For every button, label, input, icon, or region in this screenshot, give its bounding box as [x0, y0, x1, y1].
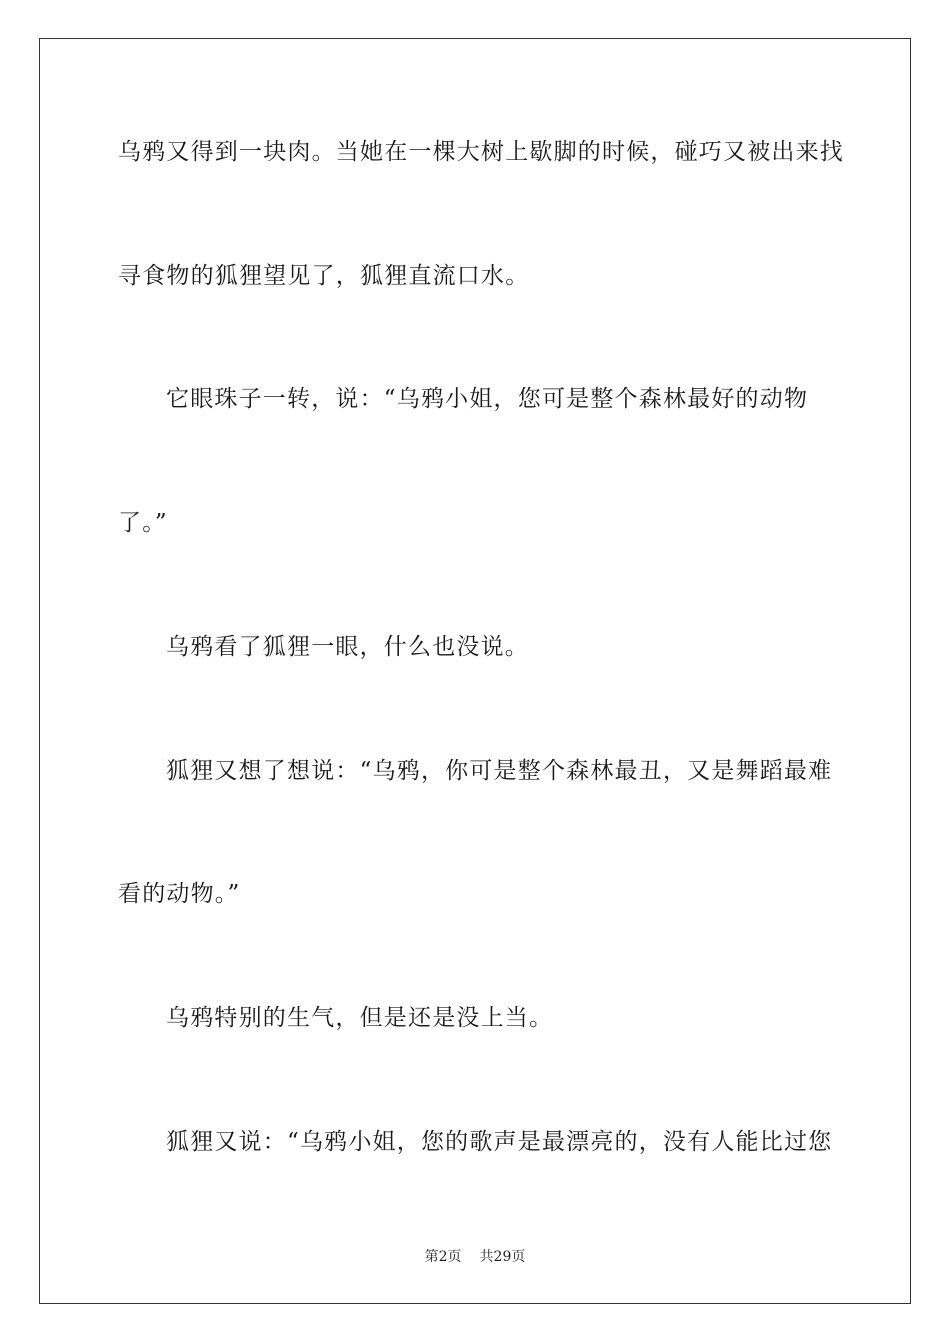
- text-line: 乌鸦看了狐狸一眼，什么也没说。: [166, 634, 529, 660]
- text-line: 寻食物的狐狸望见了，狐狸直流口水。: [118, 263, 530, 289]
- text-line: 狐狸又想了想说：“乌鸦，你可是整个森林最丑，又是舞蹈最难: [166, 758, 833, 784]
- text-line: 它眼珠子一转，说：“乌鸦小姐，您可是整个森林最好的动物: [166, 386, 809, 412]
- page-border: [39, 38, 911, 1304]
- page-number: 第2页: [424, 1249, 462, 1265]
- text-line: 看的动物。”: [118, 881, 241, 907]
- text-line: 乌鸦特别的生气，但是还是没上当。: [166, 1005, 554, 1031]
- text-line: 了。”: [118, 510, 168, 536]
- text-line: 狐狸又说：“乌鸦小姐，您的歌声是最漂亮的，没有人能比过您: [166, 1129, 833, 1155]
- page-footer: [0, 1247, 950, 1267]
- text-line: 乌鸦又得到一块肉。当她在一棵大树上歇脚的时候，碰巧又被出来找: [118, 139, 844, 165]
- total-pages: 共29页: [479, 1249, 526, 1265]
